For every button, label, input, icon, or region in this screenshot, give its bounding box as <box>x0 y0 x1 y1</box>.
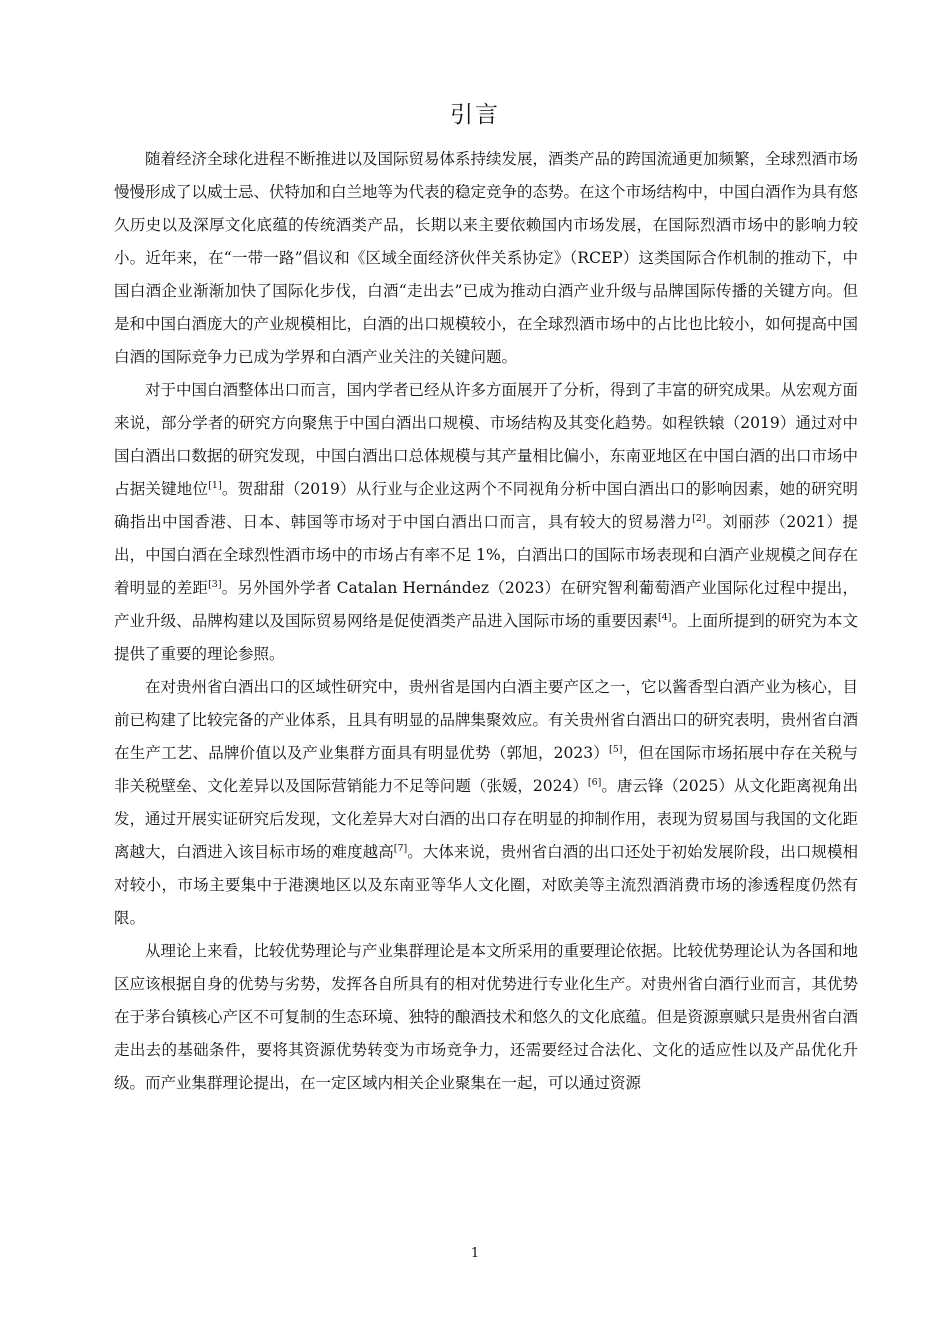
page-number: 1 <box>470 1246 480 1261</box>
paragraph-text: 从理论上来看，比较优势理论与产业集群理论是本文所采用的重要理论依据。比较优势理论认为各国和地区应该根据自身的优势与劣势，发挥各自所具有的相对优势进行专业化生产。对贵州省白酒行业而言，其优势在于茅台镇核心产区不可复制的生态环境、独特的酿酒技术和悠久的文化底蕴。但是资源禀赋只是贵州省白酒走出去的基础条件，要将其资源优势转变为市场竞争力，还需要经过合法化、文化的适应性以及产品优化升级。而产业集群理论提出，在一定区域内相关企业聚集在一起，可以通过资源 <box>114 942 859 1092</box>
paragraph-text: 在对贵州省白酒出口的区域性研究中，贵州省是国内白酒主要产区之一，它以酱香型白酒产业为核心，目前已构建了比较完备的产业体系，且具有明显的品牌集聚效应。有关贵州省白酒出口的研究表明，贵州省白酒在生产工艺、品牌价值以及产业集群方面具有明显优势（郭旭，2023） <box>114 678 859 762</box>
paragraph <box>114 671 858 935</box>
paragraph <box>114 374 858 671</box>
body-text <box>114 143 858 1100</box>
citation-marker: [2] <box>692 512 706 524</box>
paragraph-text: ，但在国际市场拓展中存在关税与非关税壁垒、文化差异以及国际营销能力不足等问题（张媛，2024） <box>114 744 858 795</box>
paragraph-text: 对于中国白酒整体出口而言，国内学者已经从许多方面展开了分析，得到了丰富的研究成果。从宏观方面来说，部分学者的研究方向聚焦于中国白酒出口规模、市场结构及其变化趋势。如程铁辕（2019）通过对中国白酒出口数据的研究发现，中国白酒出口总体规模与其产量相比偏小，东南亚地区在中国白酒的出口市场中占据关键地位 <box>114 381 859 498</box>
paragraph-text: 。上面所提到的研究为本文提供了重要的理论参照。 <box>114 612 858 663</box>
paragraph-text: 。唐云锋（2025）从文化距离视角出发，通过开展实证研究后发现，文化差异大对白酒的出口存在明显的抑制作用，表现为贸易国与我国的文化距离越大，白酒进入该目标市场的难度越高 <box>114 777 859 861</box>
citation-marker: [1] <box>208 479 222 491</box>
paragraph-text: 。大体来说，贵州省白酒的出口还处于初始发展阶段，出口规模相对较小，市场主要集中于港澳地区以及东南亚等华人文化圈，对欧美等主流烈酒消费市场的渗透程度仍然有限。 <box>114 843 858 927</box>
paragraph-text: 。贺甜甜（2019）从行业与企业这两个不同视角分析中国白酒出口的影响因素，她的研究明确指出中国香港、日本、韩国等市场对于中国白酒出口而言，具有较大的贸易潜力 <box>114 480 858 531</box>
paragraph-text: 。刘丽莎（2021）提出，中国白酒在全球烈性酒市场中的市场占有率不足 1%，白酒出口的国际市场表现和白酒产业规模之间存在着明显的差距 <box>114 513 858 597</box>
citation-marker: [7] <box>393 842 408 854</box>
paragraph <box>114 935 858 1100</box>
section-title: 引言 <box>450 102 500 128</box>
paragraph-text: 随着经济全球化进程不断推进以及国际贸易体系持续发展，酒类产品的跨国流通更加频繁，全球烈酒市场慢慢形成了以威士忌、伏特加和白兰地等为代表的稳定竞争的态势。在这个市场结构中，中国白酒作为具有悠久历史以及深厚文化底蕴的传统酒类产品，长期以来主要依赖国内市场发展，在国际烈酒市场中的影响力较小。近年来，在“一带一路”倡议和《区域全面经济伙伴关系协定》（RCEP）这类国际合作机制的推动下，中国白酒企业渐渐加快了国际化步伐，白酒“走出去”已成为推动白酒产业升级与品牌国际传播的关键方向。但是和中国白酒庞大的产业规模相比，白酒的出口规模较小，在全球烈酒市场中的占比也比较小，如何提高中国白酒的国际竞争力已成为学界和白酒产业关注的关键问题。 <box>114 150 859 366</box>
citation-marker: [4] <box>658 611 672 623</box>
paragraph-text: 。另外国外学者 Catalan Hernández（2023）在研究智利葡萄酒产业国际化过程中提出，产业升级、品牌构建以及国际贸易网络是促使酒类产品进入国际市场的重要因素 <box>114 579 858 630</box>
citation-marker: [6] <box>587 776 602 788</box>
citation-marker: [5] <box>609 743 623 755</box>
citation-marker: [3] <box>208 578 222 590</box>
paragraph <box>114 143 858 374</box>
